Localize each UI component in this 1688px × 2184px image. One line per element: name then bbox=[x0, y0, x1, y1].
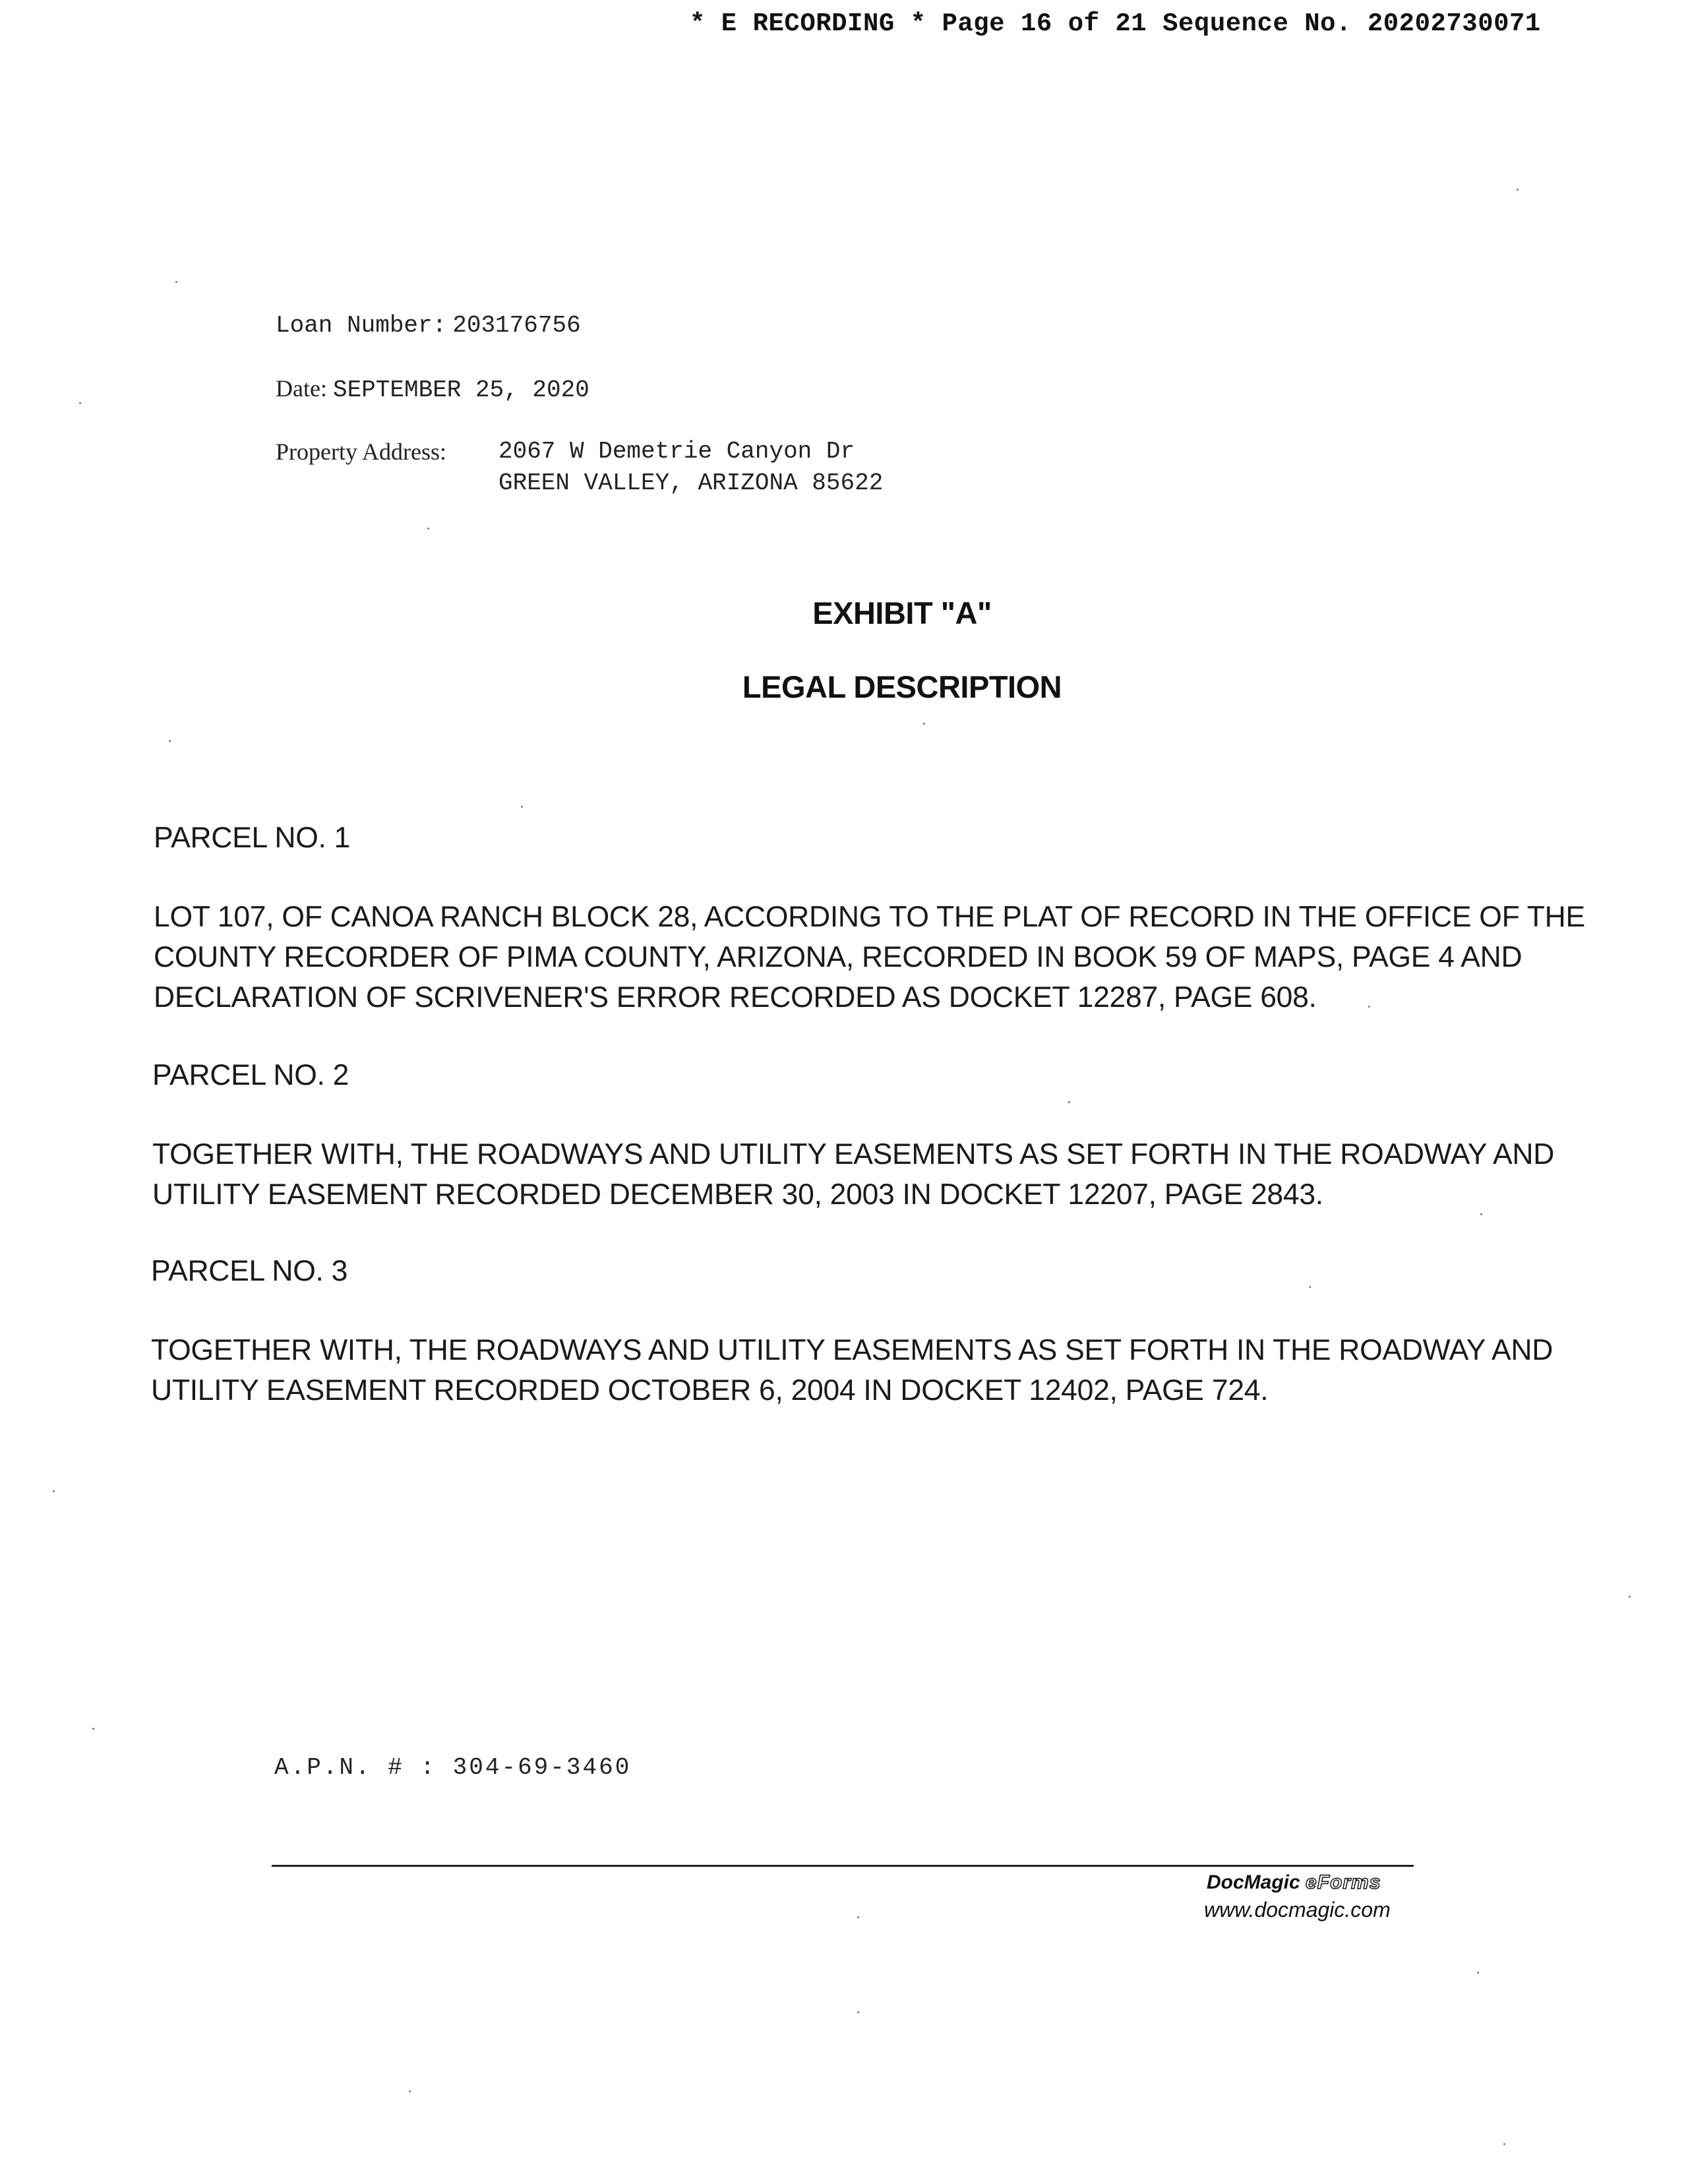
date-label: Date: bbox=[276, 375, 327, 402]
scan-speck bbox=[427, 528, 429, 530]
parcel-line: UTILITY EASEMENT RECORDED DECEMBER 30, 2003 IN DOCKET 12207, PAGE 2843. bbox=[152, 1178, 1323, 1211]
scan-speck bbox=[857, 1916, 859, 1918]
parcel-line: COUNTY RECORDER OF PIMA COUNTY, ARIZONA, RECORDED IN BOOK 59 OF MAPS, PAGE 4 AND bbox=[154, 941, 1522, 973]
loan-number-label: Loan Number: bbox=[276, 312, 447, 339]
parcel-description bbox=[151, 1330, 1553, 1410]
parcel-heading: PARCEL NO. 3 bbox=[151, 1255, 348, 1287]
exhibit-title: EXHIBIT "A" bbox=[812, 595, 992, 630]
docmagic-brand: DocMagic bbox=[1207, 1871, 1300, 1893]
scan-speck bbox=[857, 2011, 859, 2013]
parcel-line: LOT 107, OF CANOA RANCH BLOCK 28, ACCORDING TO THE PLAT OF RECORD IN THE OFFICE OF THE bbox=[154, 901, 1585, 933]
footer-divider bbox=[272, 1865, 1414, 1867]
scan-speck bbox=[409, 2090, 411, 2092]
property-address-line2: GREEN VALLEY, ARIZONA 85622 bbox=[498, 470, 884, 497]
date-value: SEPTEMBER 25, 2020 bbox=[332, 377, 589, 404]
scan-speck bbox=[1368, 1006, 1370, 1008]
scan-speck bbox=[1503, 2143, 1505, 2145]
scan-speck bbox=[53, 1490, 55, 1492]
scan-speck bbox=[79, 402, 81, 404]
scan-speck bbox=[169, 740, 171, 742]
apn-row bbox=[274, 1754, 631, 1781]
parcel-heading: PARCEL NO. 2 bbox=[152, 1059, 349, 1091]
parcel-line: TOGETHER WITH, THE ROADWAYS AND UTILITY EASEMENTS AS SET FORTH IN THE ROADWAY AND bbox=[152, 1138, 1555, 1170]
recording-header: * E RECORDING * Page 16 of 21 Sequence No. 20202730071 bbox=[690, 9, 1541, 38]
apn-label: A.P.N. # : bbox=[274, 1754, 437, 1781]
scan-speck bbox=[1068, 1101, 1070, 1103]
scan-speck bbox=[1629, 1596, 1631, 1598]
apn-value: 304-69-3460 bbox=[452, 1754, 632, 1781]
parcel-description bbox=[154, 897, 1585, 1017]
loan-number-row bbox=[276, 310, 581, 339]
scan-speck bbox=[175, 281, 177, 283]
property-address-label-row bbox=[276, 438, 446, 466]
docmagic-logo bbox=[1207, 1871, 1381, 1894]
parcel-description bbox=[152, 1134, 1554, 1215]
scan-speck bbox=[1517, 189, 1519, 191]
parcel-heading: PARCEL NO. 1 bbox=[154, 822, 351, 854]
scan-speck bbox=[92, 1728, 94, 1730]
parcel-line: TOGETHER WITH, THE ROADWAYS AND UTILITY EASEMENTS AS SET FORTH IN THE ROADWAY AND bbox=[151, 1334, 1553, 1366]
scan-speck bbox=[1309, 1286, 1311, 1288]
docmagic-url: www.docmagic.com bbox=[1204, 1898, 1391, 1922]
scan-speck bbox=[1477, 1972, 1479, 1974]
parcel-line: UTILITY EASEMENT RECORDED OCTOBER 6, 2004 IN DOCKET 12402, PAGE 724. bbox=[151, 1374, 1269, 1407]
date-row bbox=[276, 375, 589, 404]
property-address-label: Property Address: bbox=[276, 439, 446, 465]
scan-speck bbox=[1480, 1213, 1482, 1215]
docmagic-eforms-mark: eForms bbox=[1306, 1871, 1381, 1893]
loan-number-value: 203176756 bbox=[452, 312, 581, 339]
scan-speck bbox=[521, 806, 523, 808]
scan-speck bbox=[923, 723, 925, 725]
property-address-line1: 2067 W Demetrie Canyon Dr bbox=[498, 438, 855, 465]
parcel-line: DECLARATION OF SCRIVENER'S ERROR RECORDED AS DOCKET 12287, PAGE 608. bbox=[154, 981, 1317, 1014]
legal-description-title: LEGAL DESCRIPTION bbox=[742, 669, 1062, 704]
